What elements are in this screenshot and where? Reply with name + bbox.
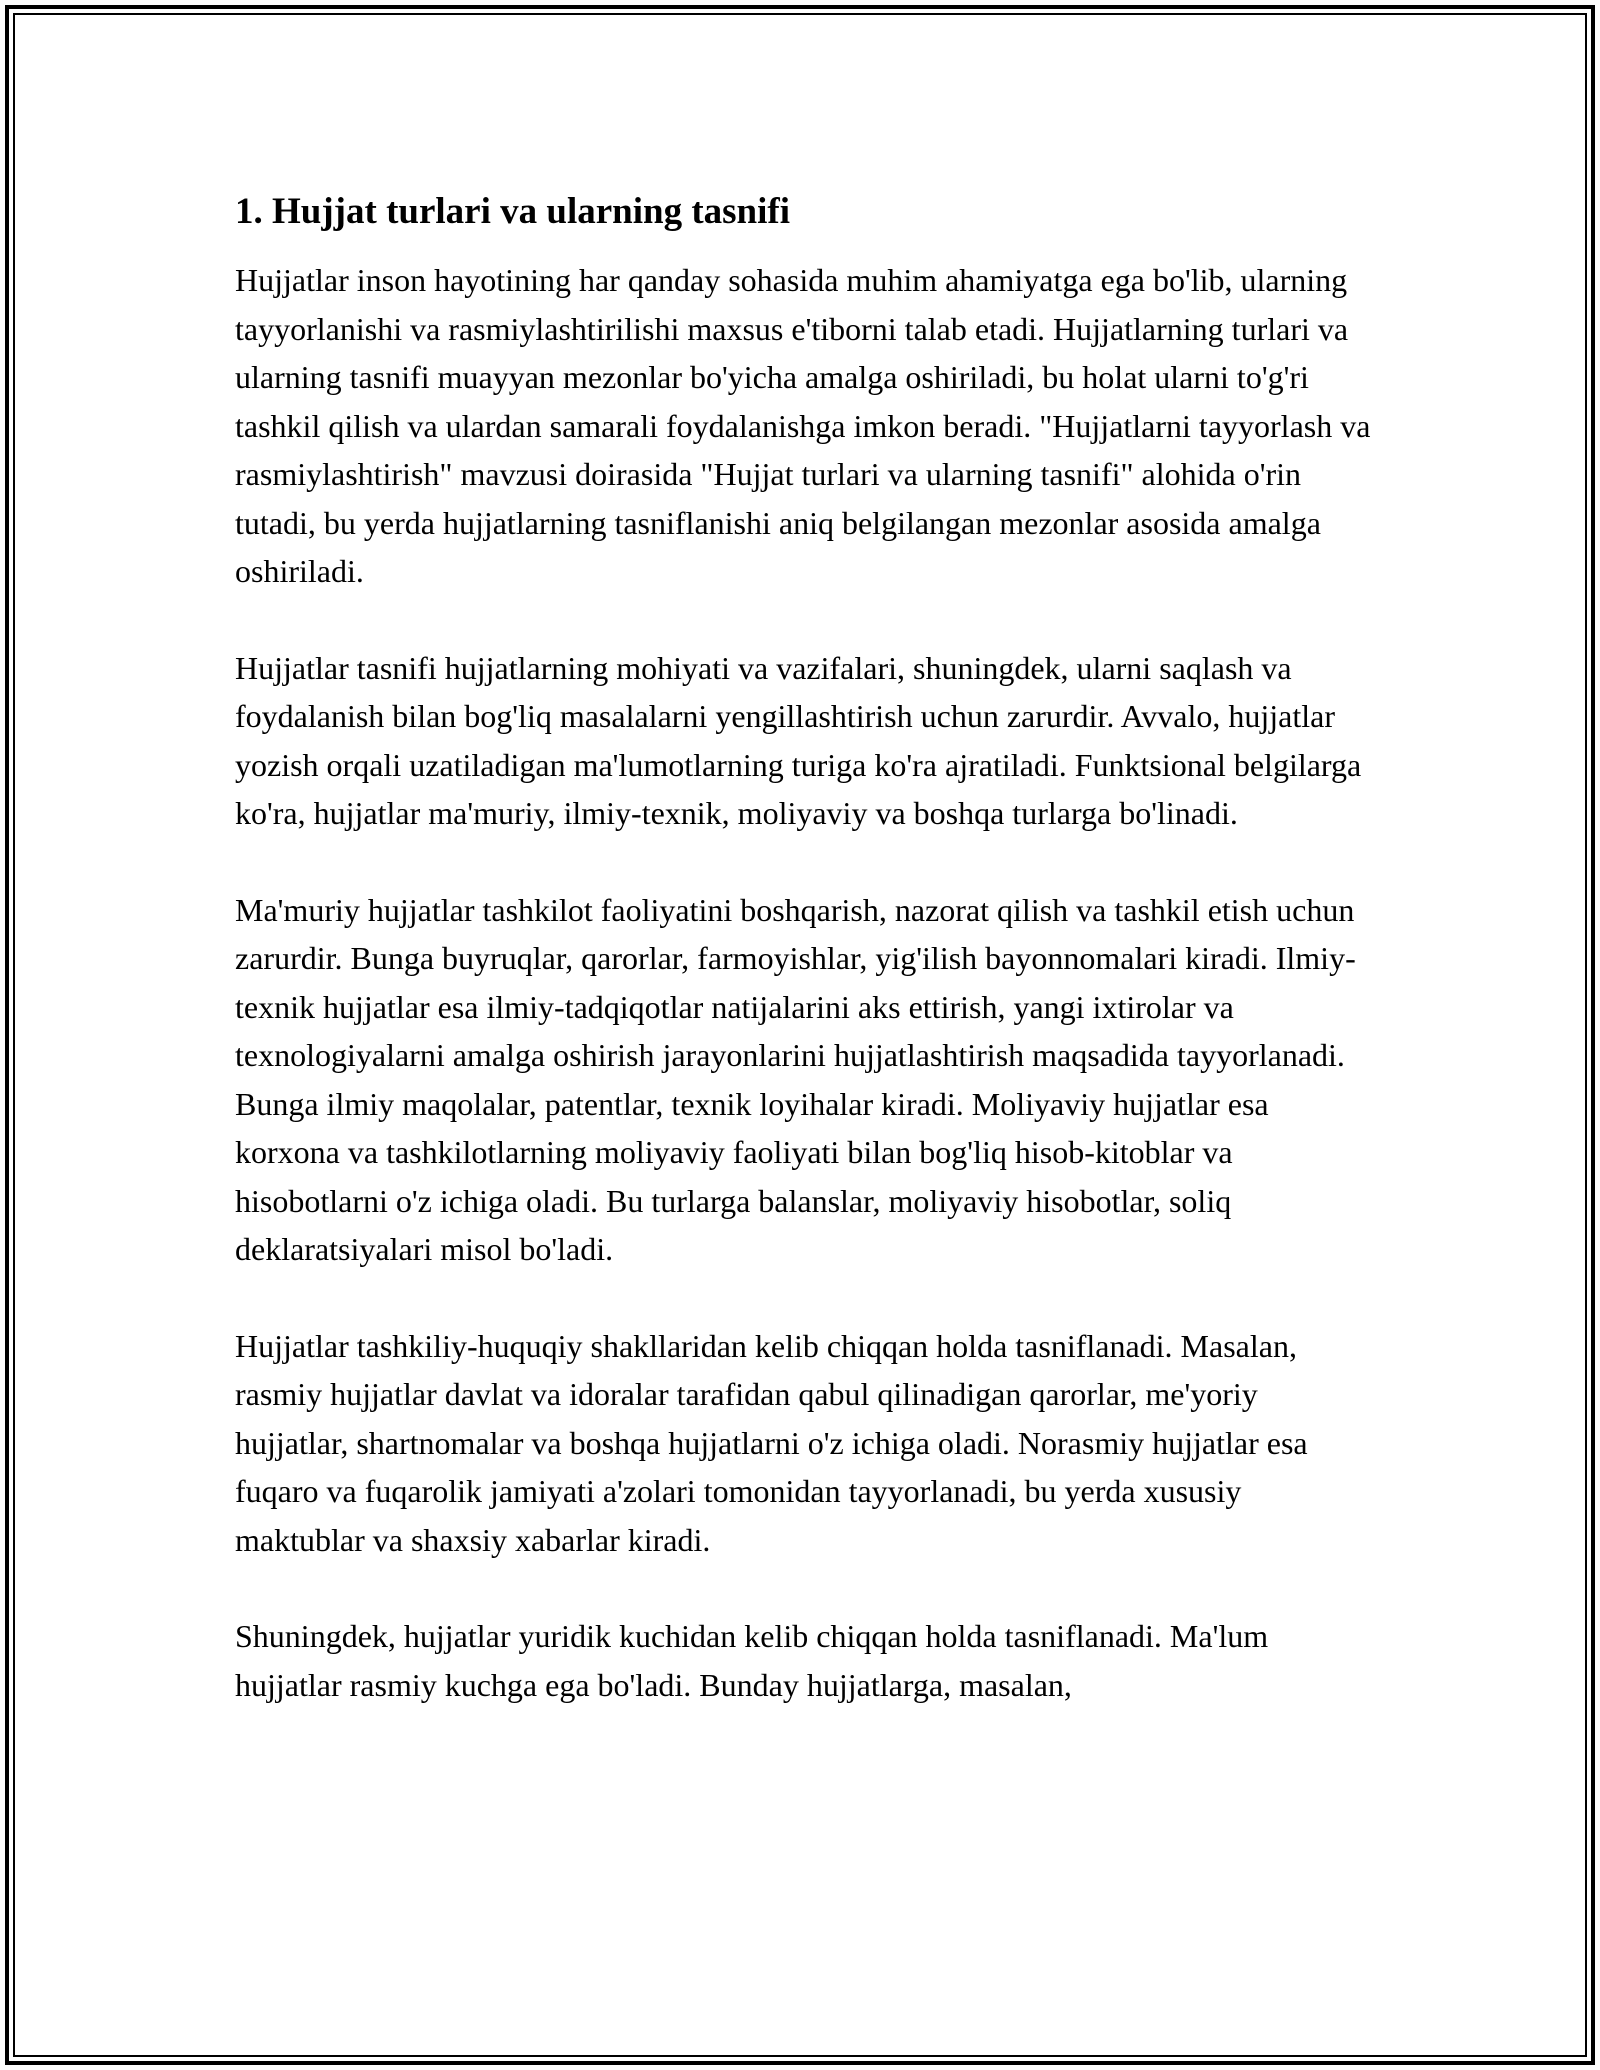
paragraph-legal-forms: Hujjatlar tashkiliy-huquqiy shakllaridan kelib chiqqan holda tasniflanadi. Masalan, rasmiy hujjatlar davlat va idoralar tarafidan qabul qilinadigan qarorlar, me'yoriy hujjatlar, shartnomalar va boshqa hujjatlarni o'z ichiga oladi. Norasmiy hujjatlar esa fuqaro va fuqarolik jamiyati a'zolari tomonidan tayyorlanadi, bu yerda xususiy maktublar va shaxsiy xabarlar kiradi. <box>235 1327 1308 1558</box>
section-heading: 1. Hujjat turlari va ularning tasnifi <box>235 191 791 232</box>
paragraph-document-types: Ma'muriy hujjatlar tashkilot faoliyatini boshqarish, nazorat qilish va tashkil etish uchun zarurdir. Bunga buyruqlar, qarorlar, farmoyishlar, yig'ilish bayonnomalari kiradi. Ilmiy-texnik hujjatlar esa ilmiy-tadqiqotlar natijalarini aks ettirish, yangi ixtirolar va texnologiyalarni amalga oshirish jarayonlarini hujjatlashtirish maqsadida tayyorlanadi. Bunga ilmiy maqolalar, patentlar, texnik loyihalar kiradi. Moliyaviy hujjatlar esa korxona va tashkilotlarning moliyaviy faoliyati bilan bog'liq hisob-kitoblar va hisobotlarni o'z ichiga oladi. Bu turlarga balanslar, moliyaviy hisobotlar, soliq deklaratsiyalari misol bo'ladi. <box>235 891 1356 1267</box>
paragraph-intro: Hujjatlar inson hayotining har qanday sohasida muhim ahamiyatga ega bo'lib, ularning tayyorlanishi va rasmiylashtirilishi maxsus e'tiborni talab etadi. Hujjatlarning turlari va ularning tasnifi muayyan mezonlar bo'yicha amalga oshiriladi, bu holat ularni to'g'ri tashkil qilish va ulardan samarali foydalanishga imkon beradi. "Hujjatlarni tayyorlash va rasmiylashtirish" mavzusi doirasida "Hujjat turlari va ularning tasnifi" alohida o'rin tutadi, bu yerda hujjatlarning tasniflanishi aniq belgilangan mezonlar asosida amalga oshiriladi. <box>235 262 1371 589</box>
document-body <box>235 188 1375 1757</box>
paragraph-legal-force: Shuningdek, hujjatlar yuridik kuchidan kelib chiqqan holda tasniflanadi. Ma'lum hujjatlar rasmiy kuchga ega bo'ladi. Bunday hujjatlarga, masalan, <box>235 1618 1269 1703</box>
paragraph-classification-purpose: Hujjatlar tasnifi hujjatlarning mohiyati va vazifalari, shuningdek, ularni saqlash va foydalanish bilan bog'liq masalalarni yengillashtirish uchun zarurdir. Avvalo, hujjatlar yozish orqali uzatiladigan ma'lumotlarning turiga ko'ra ajratiladi. Funktsional belgilarga ko'ra, hujjatlar ma'muriy, ilmiy-texnik, moliyaviy va boshqa turlarga bo'linadi. <box>235 649 1362 831</box>
